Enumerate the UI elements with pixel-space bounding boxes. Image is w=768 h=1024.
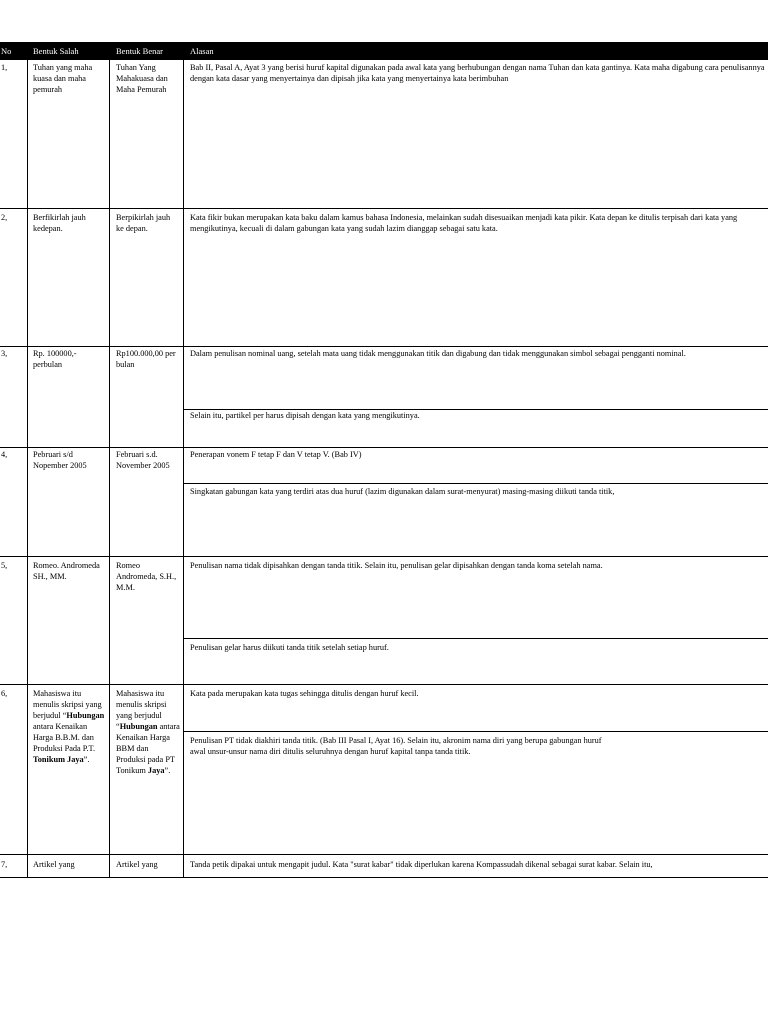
text-part-bold: Hubungan (119, 722, 158, 731)
text-part: ”. (164, 766, 171, 775)
row-number: 4, (1, 450, 8, 459)
cell-divider (183, 483, 768, 484)
grid-line (109, 60, 110, 878)
text-part: Mahasiswa itu menulis skripsi yang berjudul “ (116, 689, 167, 731)
row-number: 6, (1, 689, 8, 698)
alasan: Kata pada merupakan kata tugas sehingga ditulis dengan huruf kecil. (190, 689, 419, 698)
bentuk-benar: Rp100.000,00 per bulan (116, 349, 176, 369)
text-part-bold: Hubungan (66, 711, 105, 720)
grid-line (27, 60, 28, 878)
row-divider (0, 877, 768, 878)
text-part: antara Kenaikan Harga BBM dan Produksi pada PT Tonikum (116, 722, 180, 775)
grid-line (183, 60, 184, 878)
header-no: No (1, 46, 12, 56)
table-header (0, 42, 768, 60)
alasan: awal unsur-unsur nama diri ditulis seluruhnya dengan huruf kapital tanpa tanda titik. (190, 747, 471, 756)
bentuk-benar: Februari s.d. November 2005 (116, 450, 170, 470)
bentuk-salah: Romeo. Andromeda SH., MM. (33, 561, 100, 581)
row-number: 1, (1, 63, 8, 72)
alasan: Penerapan vonem F tetap F dan V tetap V. (Bab IV) (190, 450, 362, 459)
bentuk-benar: Tuhan Yang Mahakuasa dan Maha Pemurah (116, 63, 168, 94)
row-divider (0, 556, 768, 557)
bentuk-salah: Artikel yang (33, 860, 75, 869)
text-part: ”. (83, 755, 90, 764)
alasan: Selain itu, partikel per harus dipisah dengan kata yang mengikutinya. (190, 411, 420, 420)
alasan: Kata fikir bukan merupakan kata baku dalam kamus bahasa Indonesia, melainkan sudah disesuaikan menjadi kata pikir. Kata depan ke ditulis terpisah dari kata yang mengikutinya, kecuali di dalam gabungan kata yang sudah lazim dianggap sebagai satu kata. (190, 213, 738, 233)
alasan: Penulisan gelar harus diikuti tanda titik setelah setiap huruf. (190, 643, 389, 652)
bentuk-benar: Romeo Andromeda, S.H., M.M. (116, 561, 177, 592)
alasan: Singkatan gabungan kata yang terdiri atas dua huruf (lazim digunakan dalam surat-menyurat) masing-masing diikuti tanda titik, (190, 487, 615, 496)
row-number: 2, (1, 213, 8, 222)
text-part-bold: Jaya (147, 766, 165, 775)
row-number: 5, (1, 561, 8, 570)
header-bentuk-salah: Bentuk Salah (33, 46, 79, 56)
text-part: Mahasiswa itu menulis skripsi yang berjudul “ (33, 689, 102, 720)
alasan: Dalam penulisan nominal uang, setelah mata uang tidak menggunakan titik dan digabung dan tidak menggunakan simbol sebagai pengganti nominal. (190, 349, 686, 358)
bentuk-salah: Rp. 100000,- perbulan (33, 349, 77, 369)
row-divider (0, 447, 768, 448)
text-part: antara Kenaikan Harga B.B.M. dan Produksi Pada P.T. (33, 722, 96, 753)
alasan: Bab II, Pasal A, Ayat 3 yang berisi huruf kapital digunakan pada awal kata yang berhubungan dengan nama Tuhan dan kata gantinya. Kata maha digabung cara penulisannya dengan kata dasar yang menyertainya dan dipisah jika kata yang menyertainya kata berimbuhan (190, 63, 765, 83)
bentuk-benar: Artikel yang (116, 860, 158, 869)
cell-divider (183, 731, 768, 732)
alasan: Tanda petik dipakai untuk mengapit judul. Kata "surat kabar" tidak diperlukan karena Kompassudah dikenal sebagai surat kabar. Selain itu, (190, 860, 653, 869)
row-number: 3, (1, 349, 8, 358)
row-divider (0, 208, 768, 209)
bentuk-salah (33, 688, 105, 765)
bentuk-benar: Berpikirlah jauh ke depan. (116, 213, 171, 233)
row-divider (0, 854, 768, 855)
bentuk-benar (116, 688, 180, 776)
text-part-bold: Tonikum Jaya (33, 755, 84, 764)
bentuk-salah: Berfikirlah jauh kedepan. (33, 213, 86, 233)
row-divider (0, 684, 768, 685)
bentuk-salah: Pebruari s/d Nopember 2005 (33, 450, 87, 470)
header-alasan: Alasan (190, 46, 214, 56)
alasan: Penulisan PT tidak diakhiri tanda titik. (Bab III Pasal I, Ayat 16). Selain itu, akronim nama diri yang berupa gabungan huruf (190, 736, 602, 745)
alasan: Penulisan nama tidak dipisahkan dengan tanda titik. Selain itu, penulisan gelar dipisahkan dengan tanda koma setelah nama. (190, 561, 603, 570)
header-bentuk-benar: Bentuk Benar (116, 46, 163, 56)
row-divider (0, 346, 768, 347)
row-number: 7, (1, 860, 8, 869)
cell-divider (183, 638, 768, 639)
bentuk-salah: Tuhan yang maha kuasa dan maha pemurah (33, 63, 93, 94)
